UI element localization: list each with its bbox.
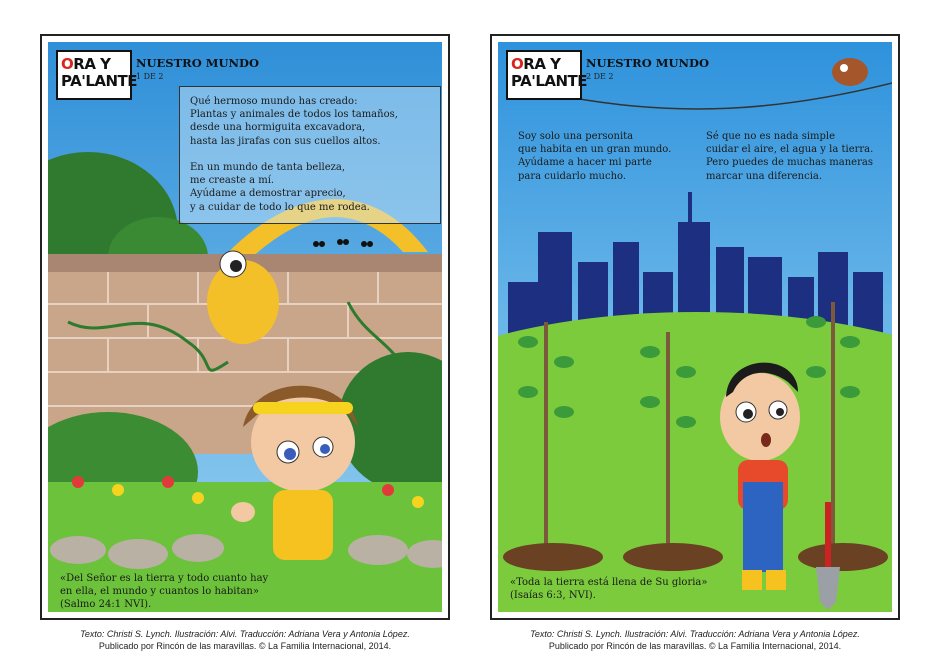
credits-authors: Texto: Christi S. Lynch. Ilustración: Alvi. Traducción: Adriana Vera y Antonia López. [80, 629, 410, 639]
bible-verse: «Toda la tierra está llena de Su gloria» (Isaías 6:3, NVI). [510, 577, 708, 601]
credits-publisher: Publicado por Rincón de las maravillas. © La Familia Internacional, 2014. [98, 641, 392, 651]
bird [832, 58, 868, 86]
girl-hand [231, 502, 255, 522]
credits-publisher: Publicado por Rincón de las maravillas. © La Familia Internacional, 2014. [548, 641, 842, 651]
poem-column-1: Soy solo una personita que habita en un gran mundo. Ayúdame a hacer mi parte para cuidarlo mucho. [518, 131, 672, 182]
card-page-2 [490, 34, 900, 620]
boot [766, 570, 786, 590]
page-number: 2 DE 2 [586, 72, 614, 81]
hat-band [253, 402, 353, 414]
bible-verse: «Del Señor es la tierra y todo cuanto hay en ella, el mundo y cuantos lo habitan» (Salmo 24:1 NVI). [60, 573, 269, 610]
credits-right [480, 628, 910, 652]
credits-authors: Texto: Christi S. Lynch. Ilustración: Alvi. Traducción: Adriana Vera y Antonia López. [530, 629, 860, 639]
city-park-scene [498, 42, 892, 612]
poem-stanza-2: En un mundo de tanta belleza, me creaste a mí. Ayúdame a demostrar aprecio, y a cuidar de todo lo que me rodea. [190, 162, 370, 213]
girl-dress [273, 490, 333, 560]
ora-y-palante-logo: ORA Y PA'LANTE [506, 50, 582, 100]
poem-box [179, 86, 441, 224]
garden-illustration [48, 42, 442, 612]
boot [742, 570, 762, 590]
boy-overalls [743, 482, 783, 572]
page-title: NUESTRO MUNDO [586, 56, 710, 70]
ora-y-palante-logo: ORA Y PA'LANTE [56, 50, 132, 100]
page-number: 1 DE 2 [136, 72, 164, 81]
page-title: NUESTRO MUNDO [136, 56, 260, 70]
credits-left [30, 628, 460, 652]
poem-column-2: Sé que no es nada simple cuidar el aire, el agua y la tierra. Pero puedes de muchas maneras marcar una diferencia. [706, 131, 874, 182]
tree-planting-illustration [498, 42, 892, 612]
card-page-1 [40, 34, 450, 620]
poem-stanza-1: Qué hermoso mundo has creado: Plantas y animales de todos los tamaños, desde una hormiguita excavadora, hasta las jirafas con sus cuellos altos. [190, 96, 398, 147]
